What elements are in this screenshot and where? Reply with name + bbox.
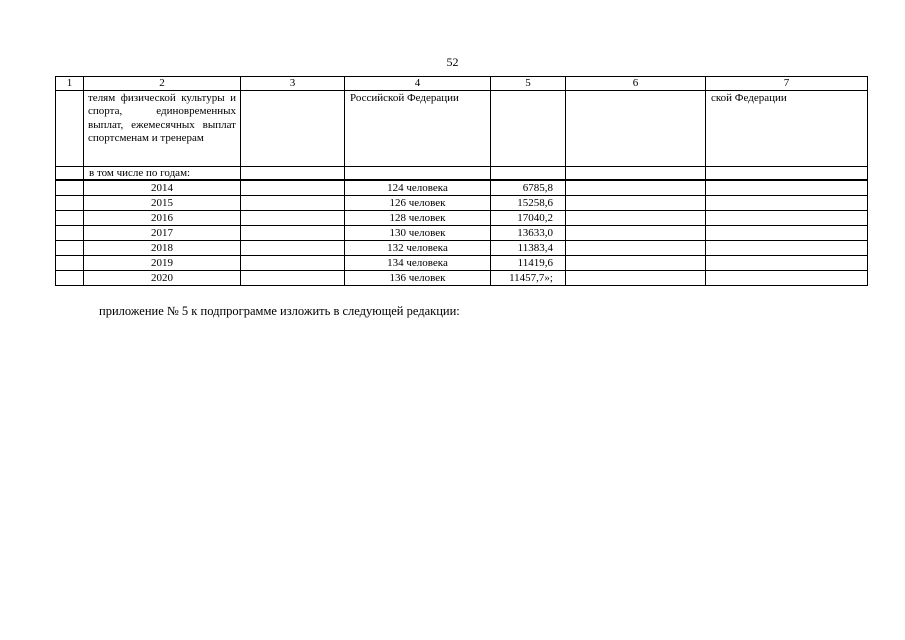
table-cell bbox=[706, 167, 868, 181]
column-header: 2 bbox=[84, 77, 241, 91]
description-col7: ской Федерации bbox=[706, 91, 868, 167]
table-cell bbox=[706, 256, 868, 271]
table-cell bbox=[241, 211, 345, 226]
year-cell: 2019 bbox=[84, 256, 241, 271]
table-cell bbox=[566, 167, 706, 181]
table-row bbox=[56, 211, 868, 226]
column-header: 5 bbox=[491, 77, 566, 91]
people-cell: 128 человек bbox=[345, 211, 491, 226]
table-cell bbox=[491, 167, 566, 181]
table-row bbox=[56, 226, 868, 241]
amount-cell: 17040,2 bbox=[491, 211, 566, 226]
year-cell: 2015 bbox=[84, 196, 241, 211]
page-number: 52 bbox=[446, 55, 459, 69]
amount-cell: 11383,4 bbox=[491, 241, 566, 256]
people-cell: 136 человек bbox=[345, 271, 491, 286]
table-cell bbox=[241, 167, 345, 181]
table-cell bbox=[241, 241, 345, 256]
description-col4: Российской Федерации bbox=[345, 91, 491, 167]
year-cell: 2017 bbox=[84, 226, 241, 241]
year-cell: 2016 bbox=[84, 211, 241, 226]
table-cell bbox=[241, 256, 345, 271]
table-cell bbox=[241, 91, 345, 167]
year-cell: 2014 bbox=[84, 180, 241, 196]
table-cell bbox=[56, 271, 84, 286]
amount-cell: 13633,0 bbox=[491, 226, 566, 241]
table-row bbox=[56, 180, 868, 196]
table-cell bbox=[706, 241, 868, 256]
table-cell bbox=[706, 196, 868, 211]
table-row bbox=[56, 271, 868, 286]
subheader-text: в том числе по годам: bbox=[84, 167, 241, 181]
table-cell bbox=[56, 167, 84, 181]
amount-cell: 11419,6 bbox=[491, 256, 566, 271]
table-cell bbox=[56, 256, 84, 271]
table-cell bbox=[56, 211, 84, 226]
table-cell bbox=[241, 271, 345, 286]
instruction-paragraph: приложение № 5 к подпрограмме изложить в следующей редакции: bbox=[99, 304, 460, 318]
table-cell bbox=[566, 211, 706, 226]
people-cell: 134 человека bbox=[345, 256, 491, 271]
people-cell: 130 человек bbox=[345, 226, 491, 241]
table-cell bbox=[566, 91, 706, 167]
table-cell bbox=[566, 271, 706, 286]
table-cell bbox=[566, 180, 706, 196]
amount-cell: 15258,6 bbox=[491, 196, 566, 211]
column-header: 1 bbox=[56, 77, 84, 91]
table-cell bbox=[241, 196, 345, 211]
year-cell: 2018 bbox=[84, 241, 241, 256]
table-cell bbox=[56, 196, 84, 211]
people-cell: 132 человека bbox=[345, 241, 491, 256]
subheader-row bbox=[56, 167, 868, 181]
amount-cell: 11457,7»; bbox=[491, 271, 566, 286]
table-cell bbox=[56, 226, 84, 241]
column-header: 7 bbox=[706, 77, 868, 91]
table-cell bbox=[566, 196, 706, 211]
people-cell: 124 человека bbox=[345, 180, 491, 196]
data-table bbox=[55, 76, 868, 286]
column-header: 4 bbox=[345, 77, 491, 91]
table-cell bbox=[345, 167, 491, 181]
year-cell: 2020 bbox=[84, 271, 241, 286]
table-cell bbox=[706, 211, 868, 226]
table-cell bbox=[241, 226, 345, 241]
amount-cell: 6785,8 bbox=[491, 180, 566, 196]
table-cell bbox=[241, 180, 345, 196]
table-cell bbox=[706, 226, 868, 241]
table-cell bbox=[56, 241, 84, 256]
table-cell bbox=[566, 226, 706, 241]
table-cell bbox=[566, 241, 706, 256]
column-header: 3 bbox=[241, 77, 345, 91]
table-cell bbox=[566, 256, 706, 271]
table-row bbox=[56, 241, 868, 256]
description-row bbox=[56, 91, 868, 167]
table-cell bbox=[706, 180, 868, 196]
people-cell: 126 человек bbox=[345, 196, 491, 211]
table-cell bbox=[56, 91, 84, 167]
table-cell bbox=[56, 180, 84, 196]
description-text: телям физической культуры и спорта, единовременных выплат, ежемесячных выплат спортсменам и тренерам bbox=[84, 91, 241, 167]
table-cell bbox=[706, 271, 868, 286]
table-cell bbox=[491, 91, 566, 167]
table-row bbox=[56, 196, 868, 211]
column-header: 6 bbox=[566, 77, 706, 91]
table-header-row bbox=[56, 77, 868, 91]
table-row bbox=[56, 256, 868, 271]
